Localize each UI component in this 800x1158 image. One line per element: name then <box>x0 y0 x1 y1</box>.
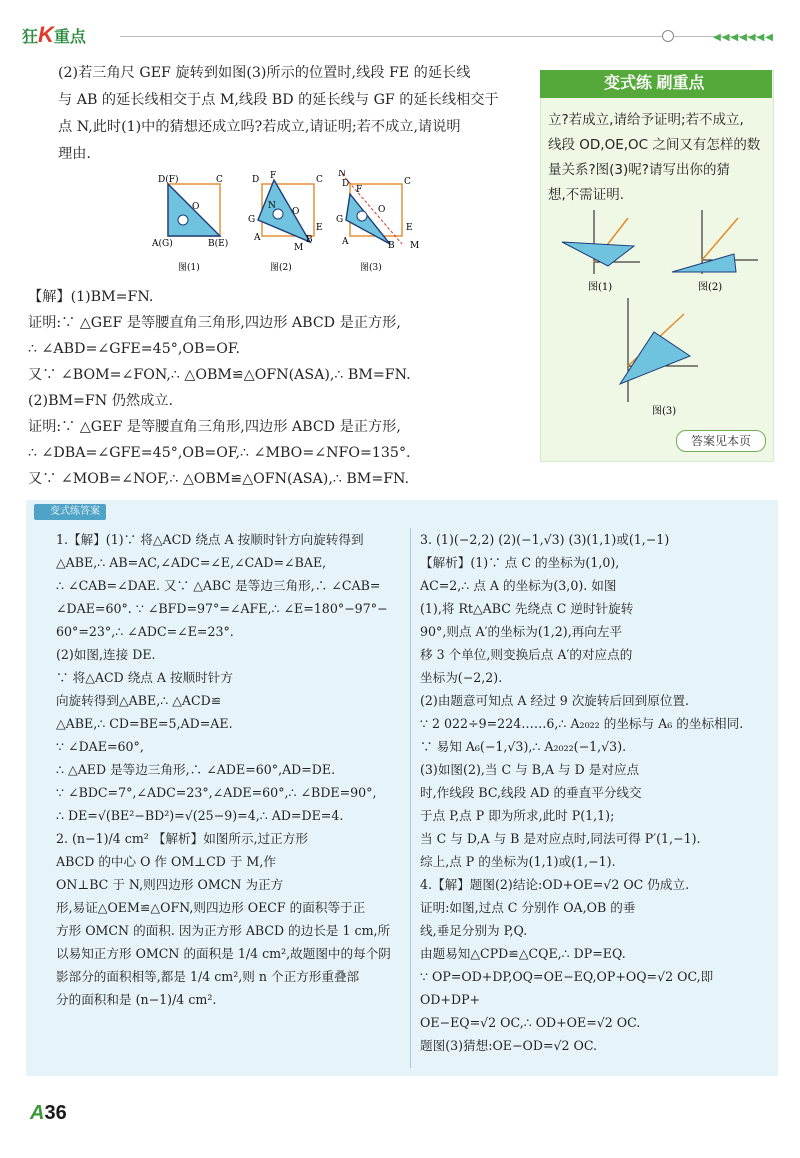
figure-3 <box>336 170 419 273</box>
solution-line: 证明:∵ △GEF 是等腰直角三角形,四边形 ABCD 是正方形, <box>28 419 401 435</box>
fig2-caption: 图(2) <box>270 263 292 273</box>
problem-line: 与 AB 的延长线相交于点 M,线段 BD 的延长线与 GF 的延长线相交于 <box>58 92 499 108</box>
answers-left-column: 1.【解】(1)∵ 将△ACD 绕点 A 按顺时针方向旋转得到 △ABE,∴ AB=AC,∠ADC=∠E,∠CAD=∠BAE, ∴ ∠CAB=∠DAE. 又∵ △ABC 是等边三角形,∴ ∠CAB= ∠DAE=60°. ∵ ∠BFD=97°=∠AFE,∴ ∠E=180°−97°− 60°=23°,∴ ∠ADC=∠E=23°. (2)如图,连接 DE. ∵ 将△ACD 绕点 A 按顺时针方 向旋转得到△ABE,∴ △ACD≌ △ABE,∴ CD=BE=5,AD=AE. ∵ ∠DAE=60°, ∴ △AED 是等边三角形,∴ ∠ADE=60°,AD=DE. ∵ ∠BDC=7°,∠ADC=23°,∠ADE=60°,∴ ∠BDE=90°, ∴ DE=√(BE²−BD²)=√(25−9)=4,∴ AD=DE=4. 2. (n−1)/4 cm² 【解析】如图所示,过正方形 ABCD 的中心 O 作 OM⊥CD 于 M,作 ON⊥BC 于 N,则四边形 OMCN 为正方 形,易证△OEM≌△OFN,则四边形 OECF 的面积等于正 方形 OMCN 的面积. 因为正方形 ABCD 的边长是 1 cm,所 以易知正方形 OMCN 的面积是 1/4 cm²,故题图中的每个阴 影部分的面积相等,都是 1/4 cm²,则 n 个正方形重叠部 分的面积和是 (n−1)/4 cm². <box>56 532 391 1007</box>
side-figures <box>548 206 768 426</box>
fig3-label-b: B <box>388 241 395 251</box>
fig3-label-e: E <box>406 223 413 233</box>
solution-line: ∴ ∠DBA=∠GFE=45°,OB=OF,∴ ∠MBO=∠NFO=135°. <box>28 445 411 461</box>
side-figure-1 <box>562 210 640 293</box>
fig3-label-g: G <box>336 215 344 225</box>
fig2-label-a: A <box>254 233 261 243</box>
fig3-label-f: F <box>356 185 363 195</box>
answer-link-button[interactable]: 答案见本页 <box>676 430 766 452</box>
problem-figures <box>150 170 460 280</box>
solution-line: 又∵ ∠BOM=∠FON,∴ △OBM≌△OFN(ASA),∴ BM=FN. <box>28 367 411 383</box>
fig1-label-c: C <box>216 175 223 185</box>
problem-line: 点 N,此时(1)中的猜想还成立吗?若成立,请证明;若不成立,请说明 <box>58 119 461 135</box>
problem-line: (2)若三角尺 GEF 旋转到如图(3)所示的位置时,线段 FE 的延长线 <box>58 65 471 81</box>
answers-right-column: 3. (1)(−2,2) (2)(−1,√3) (3)(1,1)或(1,−1) 【解析】(1)∵ 点 C 的坐标为(1,0), AC=2,∴ 点 A 的坐标为(3,0). 如图 (1),将 Rt△ABC 先绕点 C 逆时针旋转 90°,则点 A′的坐标为(1,2),再向左平 移 3 个单位,则变换后点 A′的对应点的 坐标为(−2,2). (2)由题意可知点 A 经过 9 次旋转后回到原位置. ∵ 2 022÷9=224……6,∴ A₂₀₂₂ 的坐标与 A₆ 的坐标相同. ∵ 易知 A₆(−1,√3),∴ A₂₀₂₂(−1,√3). (3)如图(2),当 C 与 B,A 与 D 是对应点 时,作线段 BC,线段 AD 的垂直平分线交 于点 P,点 P 即为所求,此时 P(1,1); 当 C 与 D,A 与 B 是对应点时,同法可得 P′(1,−1). 综上,点 P 的坐标为(1,1)或(1,−1). 4.【解】题图(2)结论:OD+OE=√2 OC 仍成立. 证明:如图,过点 C 分别作 OA,OB 的垂 线,垂足分别为 P,Q. 由题易知△CPD≌△CQE,∴ DP=EQ. ∵ OP=OD+DP,OQ=OE−EQ,OP+OQ=√2 OC,即 OD+DP+ OE−EQ=√2 OC,∴ OD+OE=√2 OC. 题图(3)猜想:OE−OD=√2 OC. <box>420 532 744 1053</box>
side-figure-3 <box>620 298 698 417</box>
fig1-label-b: B(E) <box>208 239 229 249</box>
fig2-label-m: M <box>294 243 304 253</box>
fig2-label-e: E <box>316 223 323 233</box>
svg-text:图(2): 图(2) <box>698 282 723 293</box>
fig2-label-d: D <box>252 175 260 185</box>
fig1-label-o: O <box>192 202 200 212</box>
header-triangles: ◀◀◀◀◀◀◀ <box>713 32 774 43</box>
side-panel-text: 立?若成立,请给予证明;若不成立, 线段 OD,OE,OC 之间又有怎样的数 量关系?图(3)呢?请写出你的猜 想,不需证明. <box>548 112 761 203</box>
fig3-label-a: A <box>342 237 349 247</box>
fig2-label-o: O <box>292 207 300 217</box>
figure-2 <box>248 171 323 273</box>
fig2-label-g: G <box>248 215 256 225</box>
solution-line: 【解】(1)BM=FN. <box>28 289 154 305</box>
fig3-label-o: O <box>378 205 386 215</box>
fig3-label-d: D <box>342 179 350 189</box>
header-dot <box>662 30 674 42</box>
problem-text <box>58 60 528 168</box>
column-divider <box>410 528 411 1068</box>
fig1-caption: 图(1) <box>178 263 200 273</box>
fig2-label-b: B <box>306 235 313 245</box>
problem-line: 理由. <box>58 146 91 162</box>
figure-1 <box>151 174 228 273</box>
fig2-label-c: C <box>316 175 323 185</box>
answers-tag: 变式练答案 <box>34 504 106 520</box>
fig3-label-n: N <box>338 170 346 179</box>
solution-line: 又∵ ∠MOB=∠NOF,∴ △OBM≌△OFN(ASA),∴ BM=FN. <box>28 471 410 487</box>
fig3-caption: 图(3) <box>360 263 382 273</box>
fig2-label-f: F <box>270 171 277 181</box>
solution-line: 证明:∵ △GEF 是等腰直角三角形,四边形 ABCD 是正方形, <box>28 315 401 331</box>
solution-line: ∴ ∠ABD=∠GFE=45°,OB=OF. <box>28 341 241 357</box>
solution-line: (2)BM=FN 仍然成立. <box>28 393 173 409</box>
book-logo: 狂K重点 <box>22 22 86 47</box>
svg-text:图(3): 图(3) <box>652 406 677 417</box>
side-panel-title: 变式练 刷重点 <box>540 70 772 98</box>
svg-text:图(1): 图(1) <box>588 282 613 293</box>
fig2-label-n: N <box>268 201 276 211</box>
fig3-label-m: M <box>410 241 420 251</box>
fig3-label-c: C <box>404 177 411 187</box>
fig1-label-a: A(G) <box>152 239 173 249</box>
page-number: A36 <box>30 1102 67 1124</box>
side-figure-2 <box>672 210 758 293</box>
fig1-label-d: D(F) <box>158 175 179 185</box>
solution-text <box>28 284 528 492</box>
